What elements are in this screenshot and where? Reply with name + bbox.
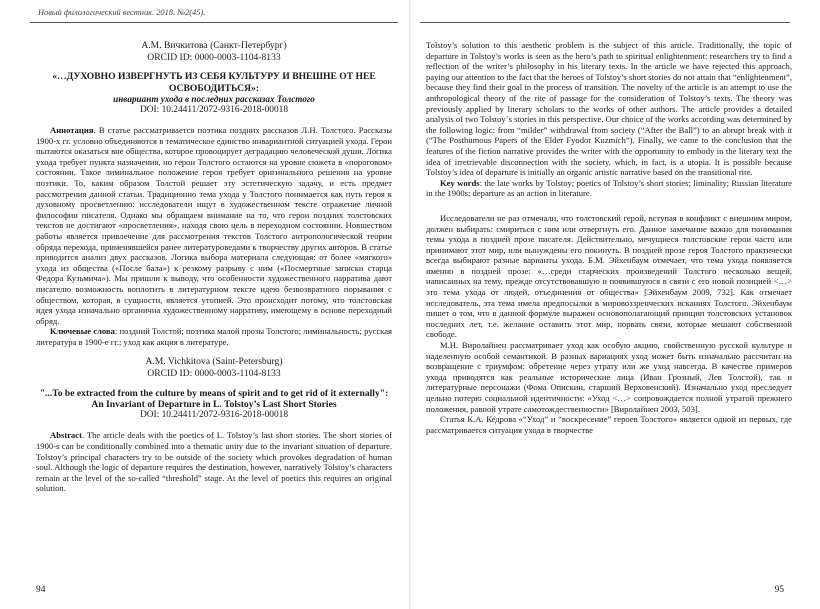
orcid-en: ORCID ID: 0000-0003-1104-8133 bbox=[147, 368, 281, 380]
article-title-en: "...To be extracted from the culture by means of spirit and to get rid of it externally": An Invariant of Departure in L. Tolstoy’s Last Short Stories bbox=[39, 387, 389, 411]
left-column bbox=[36, 40, 392, 494]
header-rule-right bbox=[420, 22, 790, 23]
abstract-en bbox=[36, 430, 392, 494]
body-paragraph-3: Статья К.А. Кедрова «“Уход” и “воскресение” героев Толстого» является одной из первых, где рассматривается ситуация ухода в творчестве bbox=[426, 414, 792, 435]
keywords-en bbox=[426, 178, 792, 199]
abstract-ru-text: . В статье рассматривается поэтика поздних рассказов Л.Н. Толстого. Рассказы 1900-х гг. условно объединяются в тематическое единство инвариантной ситуацией ухода. Герои пытаются оказаться вне общества, которое провоцирует деградацию человеческой души. Логика ухода требует пункта назначения, но герои Толстого остаются на уровне сюжета в «пороговом» состоянии. Такое лиминальное положение героя требует оригинального решения на уровне поэтики. То, каким образом Толстой решает эту эстетическую задачу, и есть предмет рассмотрения данной статьи. Традиционно тема ухода у Толстого понимается как путь героя к духовному просветлению: исследователи ищут в художественном тексте отражение личной философии писателя. Однако мы обращаем внимание на то, что герои поздних толстовских текстов не достигают «просветления», находя свою цель в переходном состоянии. Новшеством работы является привлечение для рассмотрения текстов Толстого антропологической теории обряда перехода, применявшейся ранее литературоведами к творчеству других авторов. В статье приводится анализ двух рассказов. Логика выбора материала следующая: от более «мягкого» ухода из общества («После бала») к резкому разрыву с ним («Посмертные записки старца Федора Кузьмича»). Мы пришли к выводу, что особенности художественного нарратива дают писателю возможность воплотить в литературном тексте идею безвозвратного порывания с обществом, которая, в сущности, является утопией. Это происходит потому, что толстовская идея ухода изначально органична художественному нарративу, имеющему в основе переходный обряд. bbox=[36, 125, 392, 326]
author-en: A.M. Vichkitova (Saint-Petersburg) bbox=[145, 356, 283, 368]
keywords-en-label: Key words bbox=[440, 177, 480, 188]
abstract-en-continued: Tolstoy’s solution to this aesthetic problem is the subject of this article. Traditionally, the topic of departure in Tolstoy’s works is seen as the hero’s path to spiritual enlightenment: researchers try to find a reflection of the writer’s philosophy in his literary texts. In the article we have rejected this approach, paying our attention to the fact that the heroes of Tolstoy’s short stories do not attain that “enlightenment”, because they find their goal in the process of transition. The novelty of the article is an attempt to use the anthropological theory of the rite of passage for the consideration of Tolstoy’s texts. The theory was previously applied by literary scholars to the works of other authors. The article provides a detailed analysis of two Tolstoy`s stories in this perspective. Our choice of the works according was determined by the following logic: from “milder” withdrawal from society (“After the Ball”) to an abrupt break with it (“The Posthumous Papers of the Elder Fyodor Kuzmich”). Finally, we came to the conclusion that the features of the fiction narrative provides the writer with the opportunity to embody in the literary text the idea of irretrievable disconnection with the society, which, in fact, is a utopia. It is possible because Tolstoy’s idea of departure is initially an organic artistic narrative based on the transitional rite. bbox=[426, 40, 792, 178]
abstract-en-label: Abstract bbox=[50, 430, 82, 441]
doi-ru: DOI: 10.24411/2072-9316-2018-00018 bbox=[139, 105, 289, 115]
orcid-ru: ORCID ID: 0000-0003-1104-8133 bbox=[147, 51, 281, 63]
abstract-ru bbox=[36, 125, 392, 326]
author-ru: А.М. Вичкитова (Санкт-Петербург) bbox=[141, 40, 287, 51]
right-page bbox=[410, 0, 820, 609]
article-subtitle-ru: инвариант ухода в последних рассказах Толстого bbox=[113, 94, 315, 104]
page-number-left: 94 bbox=[36, 585, 46, 595]
article-title-ru: «…ДУХОВНО ИЗВЕРГНУТЬ ИЗ СЕБЯ КУЛЬТУРУ И ВНЕШНЕ ОТ НЕЕ ОСВОБОДИТЬСЯ»: bbox=[52, 71, 376, 94]
doi-en: DOI: 10.24411/2072-9316-2018-00018 bbox=[139, 410, 289, 421]
right-column bbox=[426, 40, 792, 435]
abstract-ru-label: Аннотация bbox=[50, 125, 94, 135]
keywords-en-text: : the late works by Tolstoy; poetics of Tolstoy’s short stories; liminality; Russian literature in the 1900s; departure as an action in literature. bbox=[426, 177, 792, 199]
body-paragraph-1: Исследователи не раз отмечали, что толстовский герой, вступая в конфликт с внешним миром, должен выбирать: смириться с ним или отвергнуть его. Данное замечание важно для понимания темы ухода в поздней прозе писателя. Действительно, мечущиеся толстовские герои часто или принимают этот мир, или вынуждены его покинуть. В поздней прозе героя Толстого практически всегда выбирают разные варианты ухода. Б.М. Эйхенбаум отмечает, что тема ухода появляется именно в поздней прозе: «…среди старческих произведений Толстого несколько вещей, написанных на тему, прежде отсутствовавшую и появившуюся в связи с его новой позицией <…> это тема ухода от людей, отъединения от общества» [Эйхенбаум 2009, 732]. Как отмечает исследователь, эта тема имела предпосылки в мировоззренческих исканиях Толстого. Эйхенбаум пишет о том, что в данной формуле выражен основополагающий принцип толстовских установок последних лет, т.е. желание оставить этот мир, порвать связи, которые мешают собственной свободе. bbox=[426, 212, 792, 340]
keywords-ru-label: Ключевые слова bbox=[50, 326, 115, 337]
running-header: Новый филологический вестник. 2018. №2(45). bbox=[38, 8, 206, 17]
keywords-ru bbox=[36, 326, 392, 347]
body-paragraph-2: М.Н. Виролайнен рассматривает уход как особую акцию, свойственную русской культуре и наделенную особой семантикой. В разных вариациях уход может быть изначально рассчитан на возвращение с триумфом: обретение через утрату или же уход навсегда. В качестве примеров ухода приводятся как реальные исторические лица (Иван Грозный, Лев Толстой), так и литературные персонажи (Фома Опискин, старший Верховенский). Изначально уход преследует цельно потерю социальной идентичности: «Уход <…> сопровождается полной утратой прежнего положения, равной утрате самотождественности» [Виролайнен 2003, 503]. bbox=[426, 340, 792, 414]
page-number-right: 95 bbox=[774, 585, 784, 595]
abstract-en-text: . The article deals with the poetics of L. Tolstoy’s last short stories. The short stories of 1900-s can be conditionally combined into a thematic unity due to the invariant situation of departure. Tolstoy’s principal characters try to be outside of the society which provokes degradation of human soul. Although the logic of departure requires the destination, however, narratively Tolstoy’s characters remain at the level of the so-called “threshold” stage. At the level of poetics this requires an original solution. bbox=[36, 430, 392, 494]
keywords-ru-text: : поздний Толстой; поэтика малой прозы Толстого; лиминальность; русская литература в 1900-е гг.; уход как акция в литературе. bbox=[36, 326, 392, 347]
header-rule bbox=[30, 22, 398, 23]
